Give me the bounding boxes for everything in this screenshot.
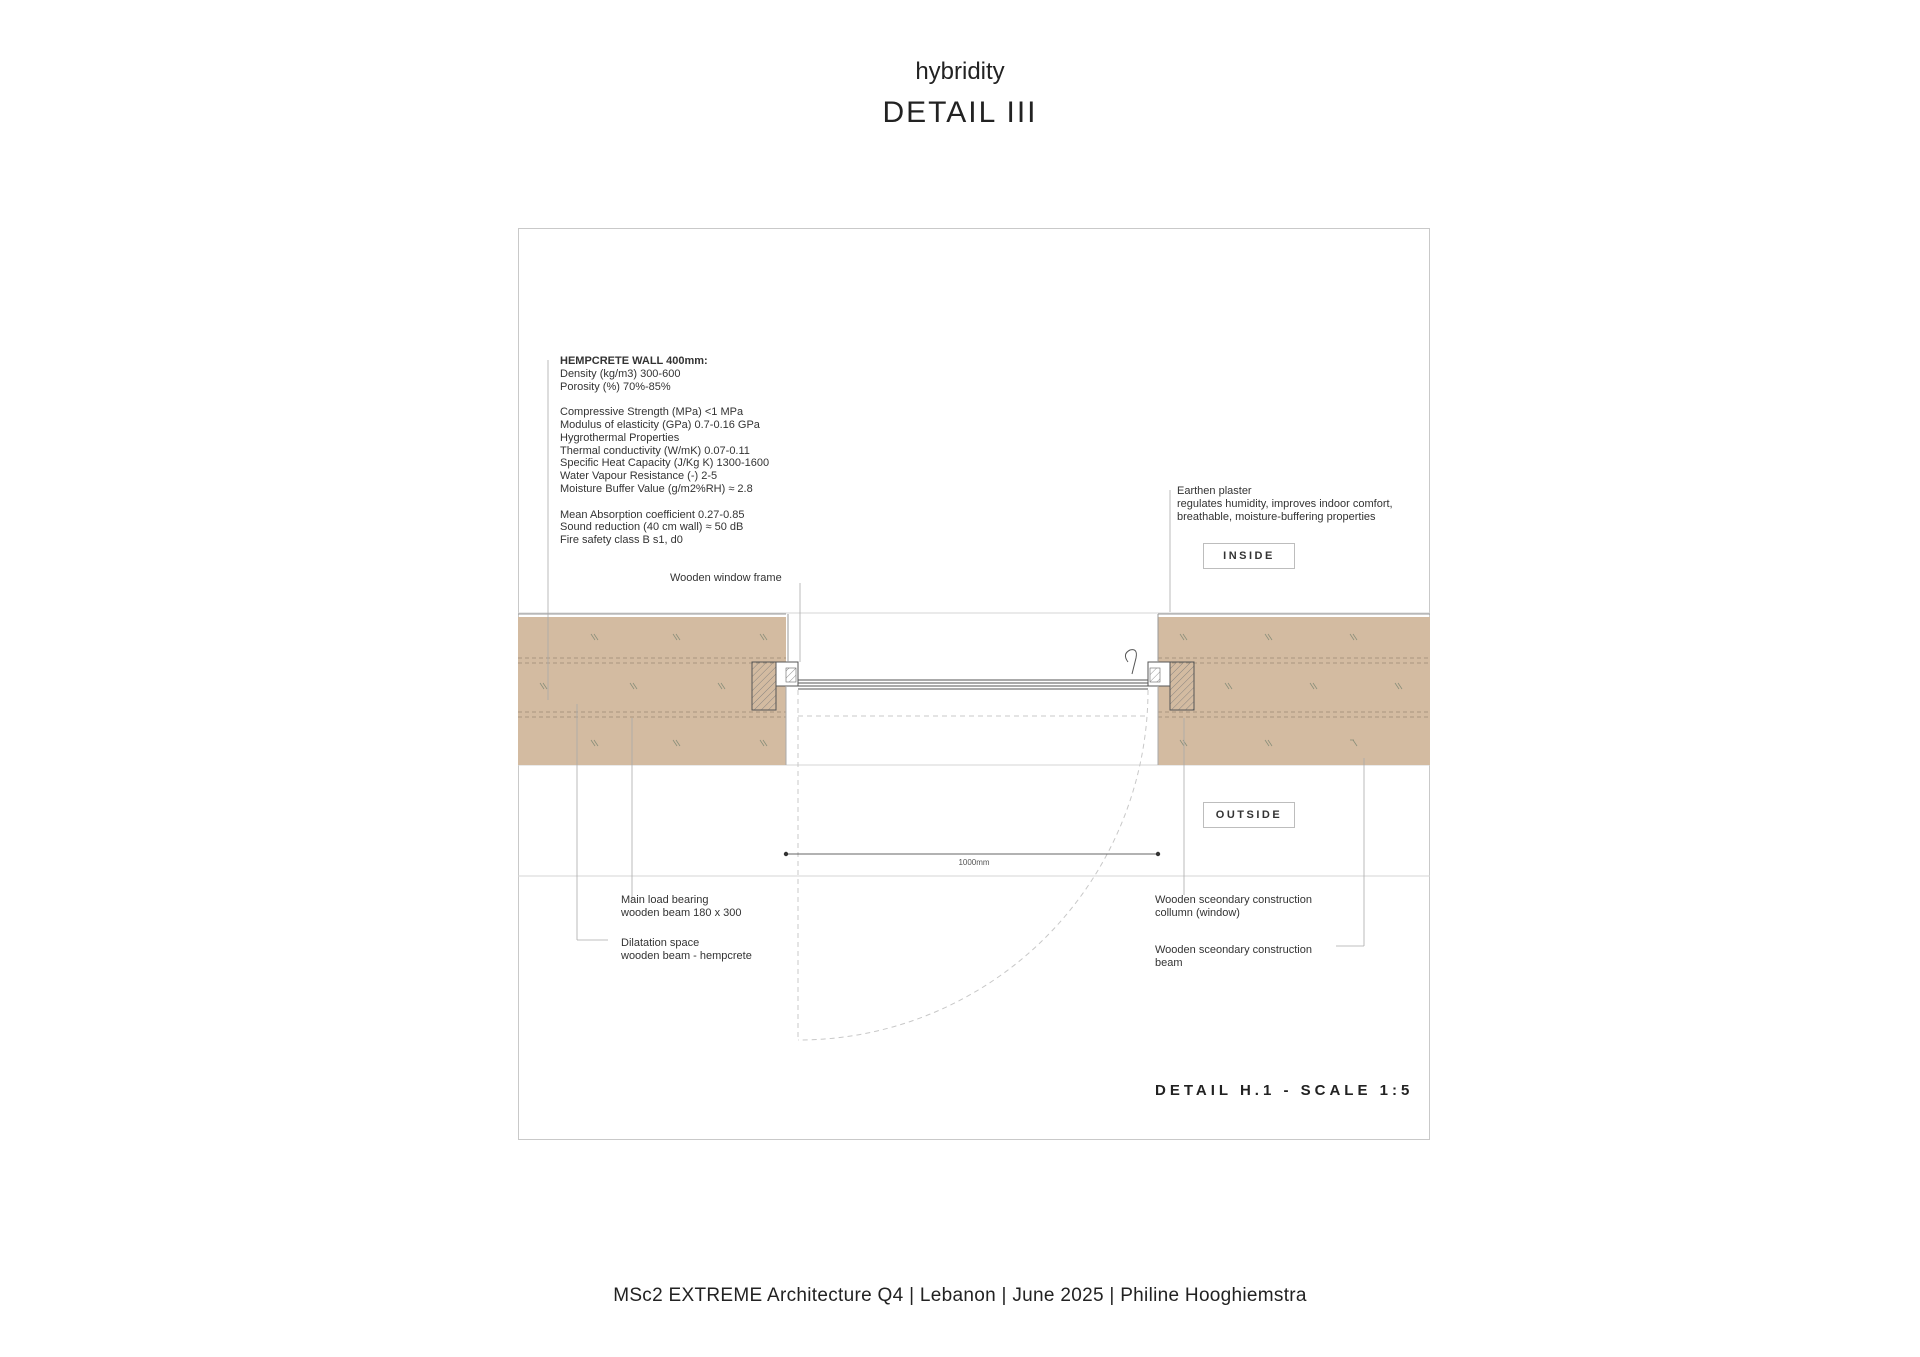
note-line: regulates humidity, improves indoor comfort, bbox=[1177, 497, 1393, 510]
note-line: Wooden sceondary construction bbox=[1155, 944, 1312, 956]
spec-line: Fire safety class B s1, d0 bbox=[560, 534, 683, 547]
inside-label: INSIDE bbox=[1203, 543, 1295, 569]
spec-line: Water Vapour Resistance (-) 2-5 bbox=[560, 470, 718, 483]
dilatation-note bbox=[621, 937, 752, 963]
spec-line: Hygrothermal Properties bbox=[560, 431, 680, 444]
window-handle bbox=[1125, 650, 1136, 674]
spec-line: Porosity (%) 70%-85% bbox=[560, 380, 671, 393]
spec-line: Density (kg/m3) 300-600 bbox=[560, 367, 681, 380]
window-column-right bbox=[1170, 662, 1194, 710]
spec-line: Sound reduction (40 cm wall) ≈ 50 dB bbox=[560, 521, 744, 534]
project-subtitle: hybridity bbox=[915, 58, 1005, 85]
note-line: wooden beam 180 x 300 bbox=[621, 906, 742, 919]
note-line: Main load bearing bbox=[621, 894, 709, 906]
footer-credits: MSc2 EXTREME Architecture Q4 | Lebanon | June 2025 | Philine Hooghiemstra bbox=[613, 1285, 1307, 1306]
spec-heading: HEMPCRETE WALL 400mm: bbox=[560, 355, 708, 367]
hempcrete-spec-block bbox=[560, 355, 769, 547]
main-beam-note bbox=[621, 894, 741, 920]
hempcrete-wall-left bbox=[518, 617, 786, 765]
secondary-column-note bbox=[1155, 894, 1312, 920]
note-line: collumn (window) bbox=[1155, 906, 1240, 919]
note-line: wooden beam - hempcrete bbox=[621, 949, 752, 962]
secondary-beam-note bbox=[1155, 944, 1312, 970]
hempcrete-wall-right bbox=[1158, 617, 1430, 765]
note-line: breathable, moisture-buffering properties bbox=[1177, 510, 1376, 523]
earthen-plaster-note bbox=[1177, 485, 1393, 523]
spec-line: Compressive Strength (MPa) <1 MPa bbox=[560, 406, 744, 419]
window-frame-note: Wooden window frame bbox=[670, 572, 782, 584]
spec-line: Modulus of elasticity (GPa) 0.7-0.16 GPa bbox=[560, 418, 760, 431]
spec-line: Mean Absorption coefficient 0.27-0.85 bbox=[560, 508, 745, 521]
note-line: Dilatation space bbox=[621, 937, 700, 949]
spec-line: Specific Heat Capacity (J/Kg K) 1300-1600 bbox=[560, 457, 770, 470]
note-line: beam bbox=[1155, 956, 1183, 969]
glazing bbox=[798, 680, 1148, 689]
window-column-left bbox=[752, 662, 776, 710]
dimension-line bbox=[784, 852, 1160, 856]
note-line: Earthen plaster bbox=[1177, 485, 1252, 497]
spec-line: Thermal conductivity (W/mK) 0.07-0.11 bbox=[560, 444, 750, 457]
detail-scale-title: DETAIL H.1 - SCALE 1:5 bbox=[1155, 1082, 1414, 1099]
spec-line: Moisture Buffer Value (g/m2%RH) ≈ 2.8 bbox=[560, 482, 753, 495]
dimension-label: 1000mm bbox=[958, 858, 990, 867]
page-title: DETAIL III bbox=[882, 96, 1038, 129]
note-line: Wooden sceondary construction bbox=[1155, 894, 1312, 906]
outside-label: OUTSIDE bbox=[1203, 802, 1295, 828]
